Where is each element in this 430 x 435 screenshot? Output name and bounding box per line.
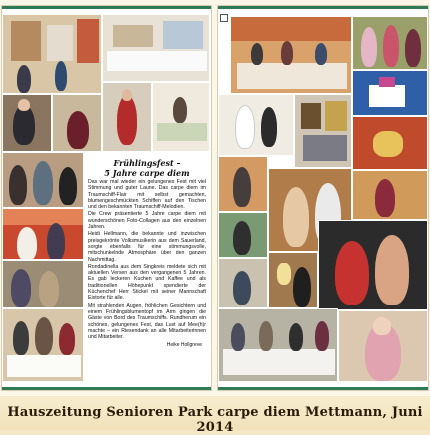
photo-cake bbox=[352, 70, 428, 116]
photo-party-2 bbox=[2, 208, 84, 260]
photo-party-4 bbox=[2, 308, 84, 382]
top-rule bbox=[218, 6, 428, 9]
photo-flowers bbox=[352, 116, 428, 170]
photo-two-women bbox=[318, 220, 428, 310]
photo-guests-3 bbox=[218, 156, 268, 212]
photo-party-1 bbox=[2, 152, 84, 208]
article bbox=[86, 156, 208, 381]
checkbox-icon bbox=[220, 14, 228, 22]
article-title-line2: 5 Jahre carpe diem bbox=[104, 168, 190, 178]
photo-staff-group bbox=[352, 16, 428, 70]
left-page bbox=[2, 6, 211, 390]
photo-party-3 bbox=[2, 260, 84, 308]
photo-collage-exhibit bbox=[2, 14, 102, 94]
photo-hall bbox=[230, 16, 352, 94]
bottom-rule bbox=[218, 387, 428, 390]
photo-collage-wall bbox=[294, 94, 352, 168]
photo-guests-1 bbox=[2, 94, 52, 152]
top-rule bbox=[2, 6, 211, 9]
photo-buffet bbox=[152, 82, 210, 152]
article-title-line1: Frühlingsfest – bbox=[113, 158, 181, 168]
photo-dining-room bbox=[102, 14, 210, 82]
article-paragraph: Das war mal wieder ein gelungenes Fest mit viel Stimmung und guter Laune. Das carpe diem im Traumschiff-Flair mit selbst gemachten, blumengeschmückten Schiffen auf den Tischen und den bekannten Traumschiff-Melodien. bbox=[88, 179, 206, 211]
photo-guests-4 bbox=[352, 170, 428, 220]
article-paragraph: Heidi Hellmann, die bekannte und inzwischen preisgekrönte Volksmusikerin aus dem Sauerland, sorgte ebenfalls für eine stimmungsvolle, mitschunkelnde Atmosphäre über den ganzen Nachmittag. bbox=[88, 231, 206, 263]
newsletter-footer bbox=[0, 396, 430, 435]
footer-title: Hauszeitung Senioren Park carpe diem Mettmann, Juni 2014 bbox=[7, 405, 423, 435]
photo-elderly-lady bbox=[338, 310, 428, 382]
article-author: Heike Hollgreve bbox=[166, 342, 202, 349]
photo-buffet-2 bbox=[218, 94, 294, 156]
article-paragraph: Rondadinella aus dem Singkreis meldete sich mit aktuellen Versen aus den vergangenen 5 Jahren. Es gab leckeren Kuchen und Kaffee und als traditionellen Höhepunkt spendierte der Küchenchef Herr Stickel mit seiner Mannschaft Eistorte für alle. bbox=[88, 263, 206, 302]
photo-dining-2 bbox=[218, 308, 338, 382]
photo-number-five bbox=[268, 252, 318, 308]
photo-guests-5 bbox=[218, 212, 268, 258]
article-paragraph: Die Crew präsentierte 5 Jahre carpe diem mit wunderschönen Foto-Collagen aus den einzelnen Jahren. bbox=[88, 211, 206, 231]
photo-hall-2 bbox=[218, 258, 268, 308]
photo-guests-2 bbox=[52, 94, 102, 152]
article-title bbox=[86, 158, 208, 178]
right-page bbox=[218, 6, 428, 390]
photo-singer bbox=[102, 82, 152, 152]
bottom-rule bbox=[2, 387, 211, 390]
article-body bbox=[88, 179, 206, 340]
article-paragraph: Mit strahlenden Augen, fröhlichen Gesichtern und einem Frühlingsblumentopf im Arm gingen die Gäste von Bord des Traumschiffs. Rundherum ein schönes, gelungenes Fest, das Lust auf Mee(h)r machte – ein Riesendank an alle Mitarbeiterinnen und Mitarbeiter. bbox=[88, 302, 206, 341]
